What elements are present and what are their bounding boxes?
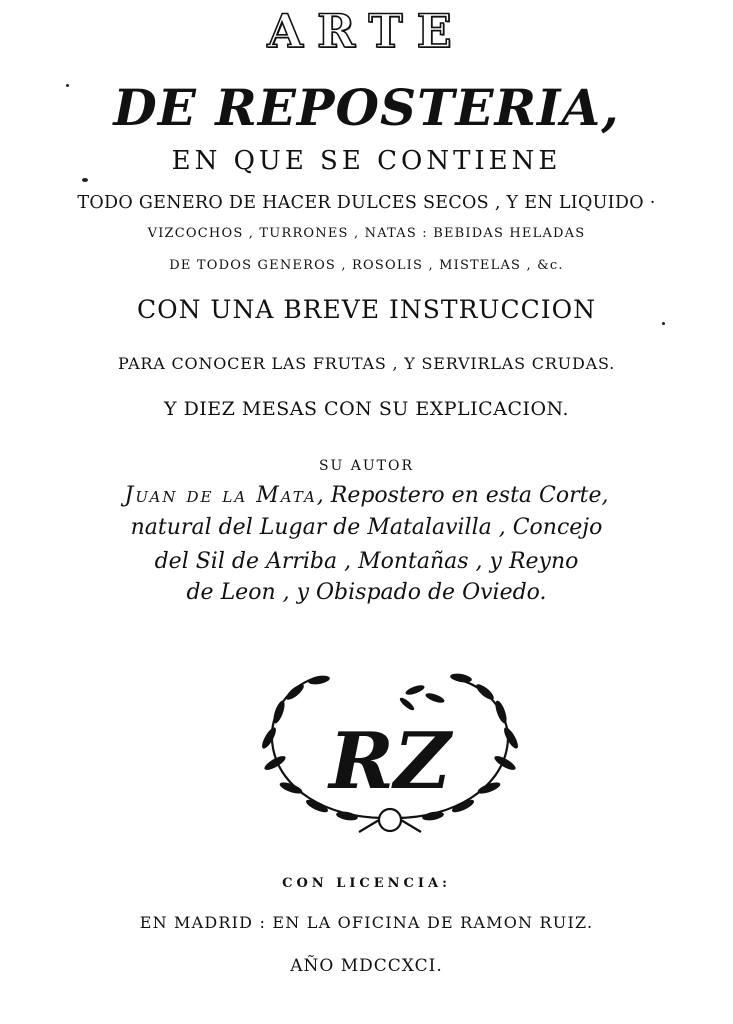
wreath-emblem xyxy=(255,668,525,838)
license-line: CON LICENCIA: xyxy=(282,876,451,891)
author-line-4: de Leon , y Obispado de Oviedo. xyxy=(186,580,547,605)
title-main: DE REPOSTERIA, xyxy=(113,78,620,137)
subtitle-line-4: DE TODOS GENEROS , ROSOLIS , MISTELAS , &c. xyxy=(169,258,564,273)
author-line-2: natural del Lugar de Matalavilla , Concejo xyxy=(130,515,603,540)
subtitle-line-3: VIZCOCHOS , TURRONES , NATAS : BEBIDAS HELADAS xyxy=(147,226,586,241)
subtitle-line-1: EN QUE SE CONTIENE xyxy=(171,146,562,176)
author-line-1-rest: , Repostero en esta Corte, xyxy=(316,483,609,508)
author-line-1 xyxy=(0,483,733,508)
author-label: SU AUTOR xyxy=(318,458,415,474)
speck xyxy=(662,322,665,325)
monogram: RZ xyxy=(329,716,451,807)
author-line-3: del Sil de Arriba , Montañas , y Reyno xyxy=(154,549,579,574)
subtitle-line-2: TODO GENERO DE HACER DULCES SECOS , Y EN LIQUIDO · xyxy=(77,193,656,213)
author-name: Juan de la Mata xyxy=(124,483,317,508)
title-arte: ARTE xyxy=(267,4,466,58)
instruction-heading: CON UNA BREVE INSTRUCCION xyxy=(136,295,597,324)
speck xyxy=(82,178,88,182)
tables-line: Y DIEZ MESAS CON SU EXPLICACION. xyxy=(163,398,570,420)
printer-line: EN MADRID : EN LA OFICINA DE RAMON RUIZ. xyxy=(139,913,594,932)
instruction-line: PARA CONOCER LAS FRUTAS , Y SERVIRLAS CRUDAS. xyxy=(117,354,616,373)
wreath-bow xyxy=(359,809,421,832)
speck xyxy=(66,84,69,87)
year-line: AÑO MDCCXCI. xyxy=(290,956,443,976)
